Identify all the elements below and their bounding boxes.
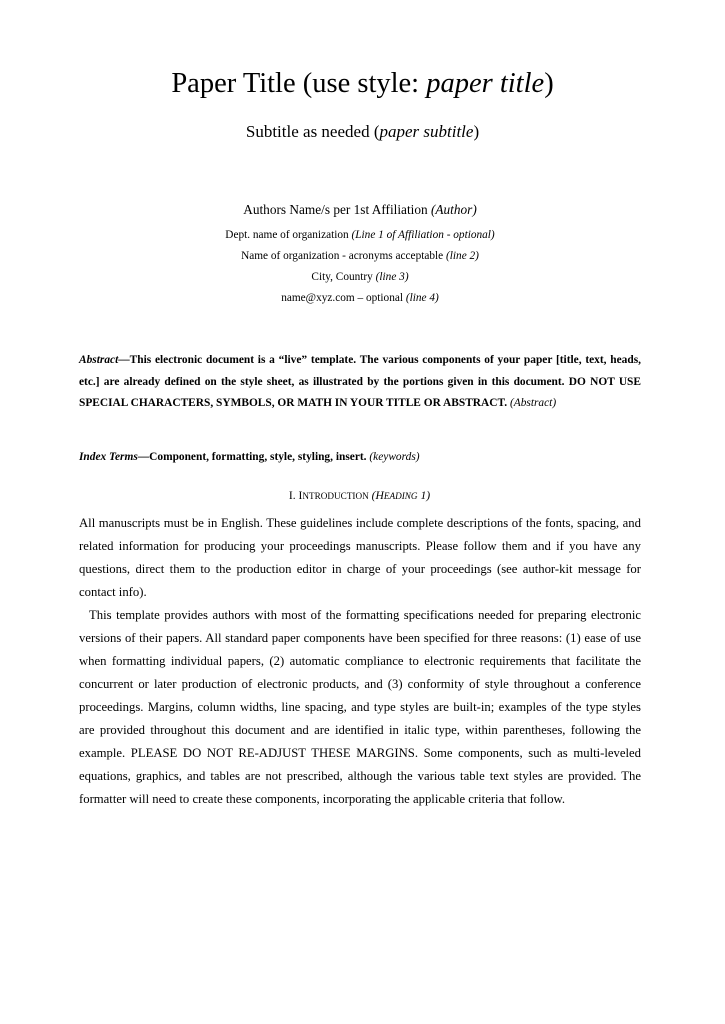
heading-first-letter: I [298,489,303,502]
index-terms-body: —Component, formatting, style, styling, insert. [137,451,367,463]
abstract-label: Abstract [79,354,119,366]
paper-subtitle [0,120,725,144]
affiliation-line-2-note: (line 2) [446,250,479,262]
paper-title-close: ) [544,68,554,99]
heading-number: I. [288,489,299,502]
author-name-text: Authors Name/s per 1st Affiliation [243,202,431,217]
author-name-note: (Author) [430,202,477,217]
paper-title-italic: paper title [426,68,545,99]
index-terms [79,447,641,468]
heading-note-rest: EADING [383,491,418,501]
paper-subtitle-close: ) [473,122,480,141]
heading-note-open: ( [371,489,376,502]
heading-rest: NTRODUCTION [302,491,369,501]
paper-title-text: Paper Title (use style: [171,68,427,99]
affiliation-line-1-note: (Line 1 of Affiliation - optional) [351,229,495,241]
affiliation-line-3 [0,269,720,285]
index-terms-label: Index Terms [79,451,138,463]
abstract [79,350,641,415]
affiliation-line-3-note: (line 3) [375,271,409,283]
affiliation-line-4-note: (line 4) [405,292,439,304]
body-paragraph-1: All manuscripts must be in English. These guidelines include complete descriptions of the fonts, spacing, and related information for producing your proceedings manuscripts. Please follow them and if you have any questions, direct them to the production editor in charge of your proceedings (see author-kit message for contact info). [79,516,641,599]
abstract-note: (Abstract) [509,397,557,409]
affiliation-line-4-text: name@xyz.com – optional [281,292,406,304]
author-name [0,200,720,220]
body-paragraph-2: This template provides authors with most of the formatting specifications needed for preparing electronic versions of their papers. All standard paper components have been specified for three reasons: (1) ease of use when formatting individual papers, (2) automatic compliance to electronic requirements that facilitate the concurrent or later production of electronic products, and (3) conformity of style throughout a conference proceedings. Margins, column widths, line spacing, and type styles are built-in; examples of the type styles are provided throughout this document and are identified in italic type, within parentheses, following the example. PLEASE DO NOT RE-ADJUST THESE MARGINS. Some components, such as multi-leveled equations, graphics, and tables are not prescribed, although the various table text styles are provided. The formatter will need to create these components, incorporating the applicable criteria that follow. [79,608,641,806]
section-heading [0,485,719,507]
affiliation-line-1-text: Dept. name of organization [225,229,352,241]
abstract-body: —This electronic document is a “live” template. The various components of your paper [title, text, heads, etc.] are already defined on the style sheet, as illustrated by the portions given in this document. DO NOT USE SPECIAL CHARACTERS, SYMBOLS, OR MATH IN YOUR TITLE OR ABSTRACT. [79,354,641,409]
affiliation-line-4 [0,290,720,306]
heading-note-close: 1) [417,489,431,502]
paper-title [0,64,725,104]
index-terms-note: (keywords) [369,451,420,463]
affiliation-line-1 [0,227,720,243]
affiliation-line-2 [0,248,720,264]
paper-subtitle-italic: paper subtitle [379,122,474,141]
affiliation-line-2-text: Name of organization - acronyms acceptable [241,250,446,262]
paper-subtitle-text: Subtitle as needed ( [245,122,380,141]
affiliation-line-3-text: City, Country [311,271,376,283]
heading-note-first: H [375,489,384,502]
